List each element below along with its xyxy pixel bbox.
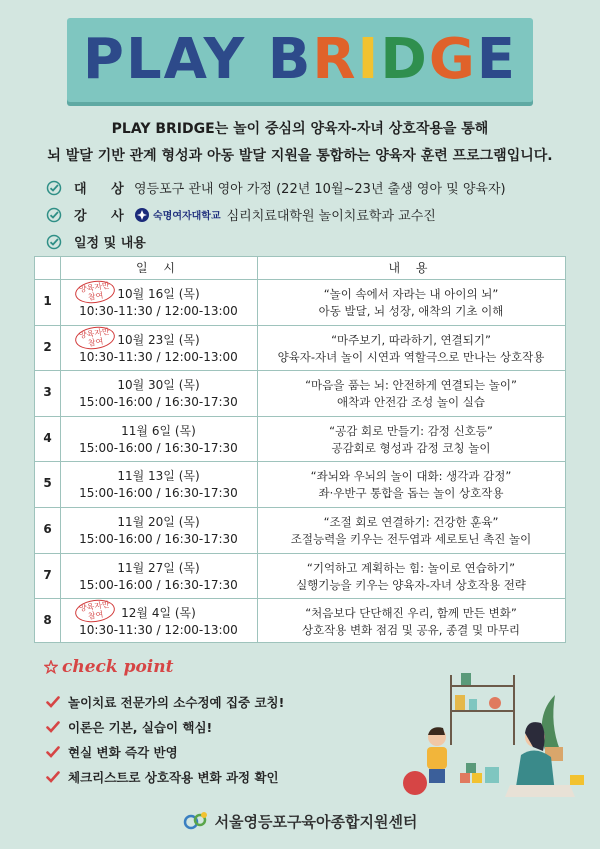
session-title: “놀이 속에서 자라는 내 아이의 뇌” (323, 287, 499, 301)
session-content (257, 605, 565, 639)
session-content (257, 332, 565, 366)
session-datetime (60, 605, 257, 639)
red-check-icon (46, 720, 60, 734)
checkpoint-text: 이론은 기본, 실습이 핵심! (68, 720, 213, 735)
session-description: 공감회로 형성과 감정 코칭 놀이 (331, 440, 491, 455)
check-circle-icon (46, 207, 62, 223)
title-banner (67, 18, 533, 102)
table-row (35, 553, 565, 600)
session-number: 4 (43, 430, 52, 445)
table-row (35, 370, 565, 417)
check-circle-icon (46, 180, 62, 196)
session-description: 조절능력을 키우는 전두엽과 세로토닌 촉진 놀이 (290, 532, 532, 546)
session-description: 상호작용 변화 점검 및 공유, 종결 및 마무리 (301, 623, 521, 638)
session-content (257, 560, 565, 594)
session-content (257, 423, 565, 457)
session-title: “마음을 품는 뇌: 안전하게 연결되는 놀이” (305, 378, 517, 393)
checkpoint-text: 놀이치료 전문가의 소수정예 집중 코칭! (68, 695, 285, 710)
checkpoint-text: 체크리스트로 상호작용 변화 과정 확인 (68, 770, 279, 785)
table-row (35, 279, 565, 326)
session-date: 12월 4일 (목) (121, 606, 196, 621)
checkpoint-item (46, 718, 212, 736)
table-row (35, 325, 565, 372)
session-description: 아동 발달, 뇌 성장, 애착의 기초 이해 (318, 304, 504, 318)
title-part: E (476, 27, 518, 92)
instructor-value: 심리치료대학원 놀이치료학과 교수진 (226, 209, 436, 224)
footer (0, 810, 600, 832)
session-time: 15:00-16:00 / 16:30-17:30 (79, 577, 238, 592)
session-date: 11월 13일 (목) (117, 469, 200, 484)
session-description: 좌·우반구 통합을 돕는 놀이 상호작용 (318, 486, 504, 501)
checkpoint-item (46, 693, 284, 711)
session-datetime (60, 377, 257, 411)
red-check-icon (46, 745, 60, 759)
table-row (35, 416, 565, 463)
session-time: 15:00-16:00 / 16:30-17:30 (79, 532, 238, 546)
session-content (257, 468, 565, 502)
schedule-label: 일정 및 내용 (74, 236, 146, 251)
stamp-line-2: 참여 (87, 610, 104, 622)
university-name: 숙명여자대학교 (153, 211, 221, 222)
session-title: “좌뇌와 우뇌의 놀이 대화: 생각과 감정” (310, 469, 512, 484)
session-date: 11월 20일 (목) (117, 515, 200, 529)
session-content (257, 514, 565, 548)
session-datetime (60, 332, 257, 366)
session-time: 10:30-11:30 / 12:00-13:00 (79, 349, 238, 364)
program-title (67, 28, 533, 92)
session-number: 1 (43, 294, 52, 308)
info-schedule (46, 232, 146, 251)
session-number: 5 (43, 476, 52, 491)
table-row (35, 461, 565, 508)
title-part: G (428, 27, 477, 92)
session-title: “마주보기, 따라하기, 연결되기” (331, 332, 491, 347)
parent-child-play-illustration (395, 655, 595, 805)
session-datetime (60, 514, 257, 548)
session-title: “처음보다 단단해진 우리, 함께 만든 변화” (305, 606, 517, 621)
organization-name: 서울영등포구육아종합지원센터 (214, 812, 418, 831)
session-date: 11월 27일 (목) (117, 560, 200, 575)
session-description: 애착과 안전감 조성 놀이 실습 (337, 395, 485, 410)
target-value: 영등포구 관내 영아 가정 (22년 10월~23년 출생 영아 및 양육자) (134, 182, 506, 197)
session-time: 10:30-11:30 / 12:00-13:00 (79, 623, 238, 638)
title-part: R (312, 27, 358, 92)
session-number: 2 (43, 339, 52, 354)
session-date: 10월 30일 (목) (117, 378, 200, 393)
session-description: 양육자-자녀 놀이 시연과 역할극으로 만나는 상호작용 (277, 349, 545, 364)
info-target (46, 178, 506, 197)
session-date: 10월 23일 (목) (117, 332, 200, 347)
session-datetime (60, 286, 257, 320)
checkpoint-heading (44, 657, 173, 677)
session-title: “공감 회로 만들기: 감정 신호등” (329, 423, 493, 438)
session-description: 실행기능을 키우는 양육자-자녀 상호작용 전략 (296, 577, 526, 592)
intro-line-1: PLAY BRIDGE는 놀이 중심의 양육자-자녀 상호작용을 통해 (111, 121, 489, 137)
checkpoint-title: check point (62, 657, 174, 677)
checkpoint-text: 현실 변화 즉각 반영 (68, 745, 178, 760)
session-number: 7 (43, 567, 52, 582)
session-number: 3 (43, 385, 52, 400)
session-number: 8 (43, 613, 52, 628)
title-part: I (357, 27, 381, 92)
instructor-label: 강 사 (74, 209, 134, 224)
header-what: 내 용 (388, 261, 434, 275)
session-date: 11월 6일 (목) (121, 423, 196, 438)
check-circle-icon (46, 234, 62, 250)
session-datetime (60, 560, 257, 594)
session-date: 10월 16일 (목) (117, 287, 200, 301)
session-content (257, 286, 565, 320)
stamp-line-2: 참여 (87, 336, 104, 348)
checkpoint-item (46, 743, 178, 761)
university-logo (134, 207, 221, 223)
checkpoint-item (46, 768, 279, 786)
info-instructor (46, 205, 436, 224)
title-part: B (267, 27, 313, 92)
star-icon (44, 660, 58, 674)
session-time: 15:00-16:00 / 16:30-17:30 (79, 486, 238, 501)
red-check-icon (46, 695, 60, 709)
intro-line-2: 뇌 발달 기반 관계 형성과 아동 발달 지원을 통합하는 양육자 훈련 프로그램입니다. (47, 148, 553, 164)
schedule-table (34, 256, 566, 643)
table-row (35, 507, 565, 554)
stamp-line-1: 양육자만 (78, 326, 111, 340)
session-number: 6 (43, 522, 52, 536)
session-time: 10:30-11:30 / 12:00-13:00 (79, 304, 238, 318)
header-when: 일 시 (136, 261, 181, 275)
session-time: 15:00-16:00 / 16:30-17:30 (79, 440, 238, 455)
session-title: “기억하고 계획하는 힘: 놀이로 연습하기” (306, 560, 516, 575)
session-time: 15:00-16:00 / 16:30-17:30 (79, 395, 238, 410)
center-logo-icon (183, 810, 209, 832)
session-title: “조절 회로 연결하기: 건강한 훈육” (323, 515, 499, 529)
red-check-icon (46, 770, 60, 784)
table-header (35, 257, 565, 280)
session-datetime (60, 468, 257, 502)
session-datetime (60, 423, 257, 457)
stamp-line-1: 양육자만 (78, 280, 111, 295)
target-label: 대 상 (74, 182, 134, 197)
title-part: PLAY (82, 27, 268, 92)
stamp-line-1: 양육자만 (78, 600, 111, 614)
session-content (257, 377, 565, 411)
university-emblem-icon (134, 207, 150, 223)
title-part: D (380, 27, 429, 92)
stamp-line-2: 참여 (87, 290, 104, 302)
table-row (35, 598, 565, 644)
